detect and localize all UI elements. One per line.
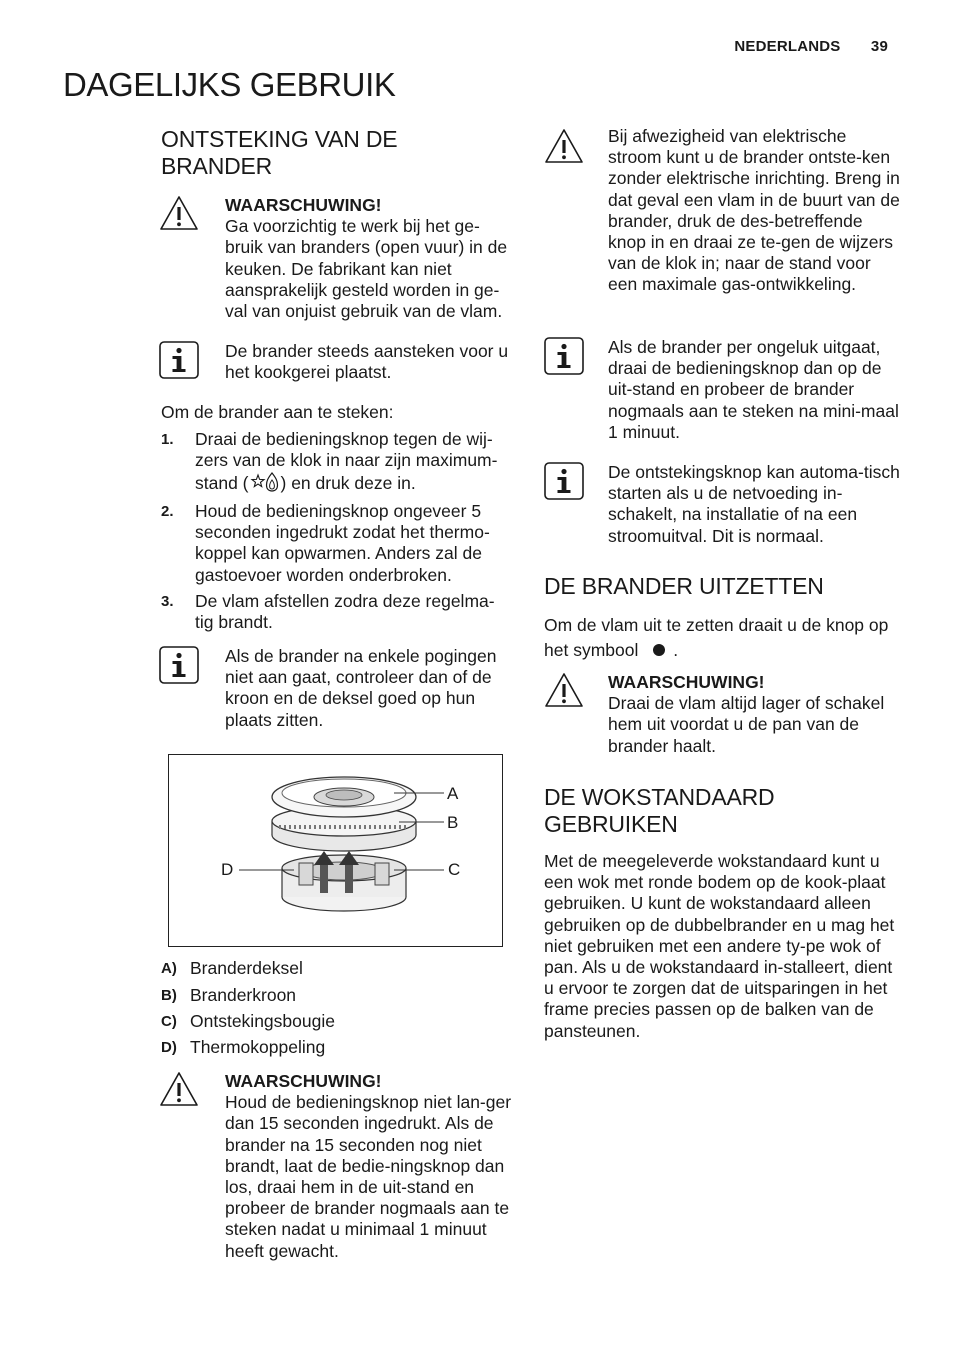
info-text: Als de brander per ongeluk uitgaat, draai de bedieningsknop dan op de uit-stand en probeer de brander nogmaals aan te steken na mini-maal 1 minuut. bbox=[608, 337, 899, 442]
header-language: NEDERLANDS bbox=[734, 38, 841, 55]
wok-text: Met de meegeleverde wokstandaard kunt u een wok met ronde bodem op de kook-plaat gebruiken. U kunt de wokstandaard alleen gebruiken op de dubbelbrander en u mag het niet gebruiken met een andere ty-pe wok of pan. Als u de wokstandaard in-stalleert, dient u ervoor te zorgen dat de uitsparingen in het frame precies passen op de balken van de pansteunen. bbox=[544, 851, 895, 1041]
step-number: 1. bbox=[161, 431, 174, 448]
warning-note bbox=[159, 195, 514, 325]
legend-value: Thermokoppeling bbox=[190, 1037, 326, 1057]
burner-diagram bbox=[168, 754, 503, 947]
info-note bbox=[544, 462, 904, 552]
warning-note bbox=[159, 1071, 514, 1266]
figure-label-b: B bbox=[447, 813, 459, 832]
info-note bbox=[544, 337, 904, 447]
legend-key: A) bbox=[161, 960, 177, 977]
page-header bbox=[734, 38, 888, 55]
legend-value: Ontstekingsbougie bbox=[190, 1011, 335, 1031]
warning-text: Houd de bedieningsknop niet lan-ger dan 15 seconden ingedrukt. Als de brander na 15 seconden nog niet brandt, laat de bedie-ningsknop dan los, draai hem in de uit-stand en probeer de brander nogmaals aan te steken nadat u minimaal 1 minuut heeft gewacht. bbox=[225, 1092, 512, 1261]
legend-value: Branderdeksel bbox=[190, 958, 303, 978]
section-heading-wok: DE WOKSTANDAARD GEBRUIKEN bbox=[544, 784, 775, 837]
list-item bbox=[161, 501, 513, 587]
list-item bbox=[161, 591, 513, 635]
warning-label: WAARSCHUWING! bbox=[608, 672, 765, 692]
info-icon bbox=[159, 646, 199, 689]
figure-label-a: A bbox=[447, 784, 459, 803]
warning-triangle-icon bbox=[544, 128, 584, 169]
info-note bbox=[159, 341, 514, 391]
figure-label-d: D bbox=[221, 860, 234, 879]
warning-triangle-icon bbox=[159, 195, 199, 236]
legend-item bbox=[161, 958, 461, 980]
warning-triangle-icon bbox=[159, 1071, 199, 1112]
legend-item bbox=[161, 1037, 461, 1059]
page-number: 39 bbox=[870, 38, 888, 55]
figure-label-c: C bbox=[448, 860, 461, 879]
list-item bbox=[161, 429, 513, 499]
step-text: De vlam afstellen zodra deze regelma-tig brandt. bbox=[195, 591, 495, 633]
info-text: De brander steeds aansteken voor u het kookgerei plaatst. bbox=[225, 341, 509, 383]
warning-note bbox=[544, 672, 904, 762]
warning-label: WAARSCHUWING! bbox=[225, 1071, 382, 1091]
step-number: 2. bbox=[161, 503, 174, 520]
legend-key: C) bbox=[161, 1013, 177, 1030]
warning-label: WAARSCHUWING! bbox=[225, 195, 382, 215]
legend-value: Branderkroon bbox=[190, 985, 297, 1005]
warning-text: Bij afwezigheid van elektrische stroom kunt u de brander ontste-ken zonder elektrische inrichting. Breng in dat geval een vlam in de buurt van de brander, druk de des-betreffende knop in en draai ze te-gen de wijzers van de klok in; naar de stand voor een maximale gas-ontwikkeling. bbox=[608, 126, 900, 295]
legend-item bbox=[161, 985, 461, 1007]
warning-text: Ga voorzichtig te werk bij het ge-bruik van branders (open vuur) in de keuken. De fabrikant kan niet aansprakelijk gesteld worden in ge-val van onjuist gebruik van de vlam. bbox=[225, 216, 508, 322]
page-title: DAGELIJKS GEBRUIK bbox=[63, 66, 396, 103]
off-dot-symbol-icon bbox=[653, 644, 665, 656]
info-note bbox=[159, 646, 514, 736]
ignition-intro: Om de brander aan te steken: bbox=[161, 402, 394, 422]
max-flame-symbol-icon bbox=[250, 471, 280, 498]
warning-note bbox=[544, 126, 904, 321]
legend-item bbox=[161, 1011, 461, 1033]
step-text: Draai de bedieningsknop tegen de wij-zers van de klok in naar zijn maximum-stand ( bbox=[195, 429, 498, 494]
off-instruction-text: Om de vlam uit te zetten draait u de knop op het symbool bbox=[544, 615, 889, 660]
warning-text: Draai de vlam altijd lager of schakel hem uit voordat u de pan van de brander haalt. bbox=[608, 693, 885, 756]
step-text: ) en druk deze in. bbox=[280, 473, 416, 494]
off-instruction bbox=[544, 613, 899, 663]
info-icon bbox=[544, 462, 584, 505]
step-text: Houd de bedieningsknop ongeveer 5 seconden ingedrukt zodat het thermo-koppel kan opwarmen. Anders zal de gastoevoer worden onderbroken. bbox=[195, 501, 490, 585]
legend-key: D) bbox=[161, 1039, 177, 1056]
warning-triangle-icon bbox=[544, 672, 584, 713]
legend-key: B) bbox=[161, 987, 177, 1004]
section-heading-ignition: ONTSTEKING VAN DE BRANDER bbox=[161, 126, 398, 179]
info-icon bbox=[544, 337, 584, 380]
off-instruction-end: . bbox=[673, 640, 679, 660]
info-text: De ontstekingsknop kan automa-tisch starten als u de netvoeding in-schakelt, na installatie of na een stroomuitval. Dit is normaal. bbox=[608, 462, 900, 546]
step-number: 3. bbox=[161, 593, 174, 610]
section-heading-off: DE BRANDER UITZETTEN bbox=[544, 573, 824, 599]
info-text: Als de brander na enkele pogingen niet aan gaat, controleer dan of de kroon en de deksel goed op hun plaats zitten. bbox=[225, 646, 497, 730]
info-icon bbox=[159, 341, 199, 384]
